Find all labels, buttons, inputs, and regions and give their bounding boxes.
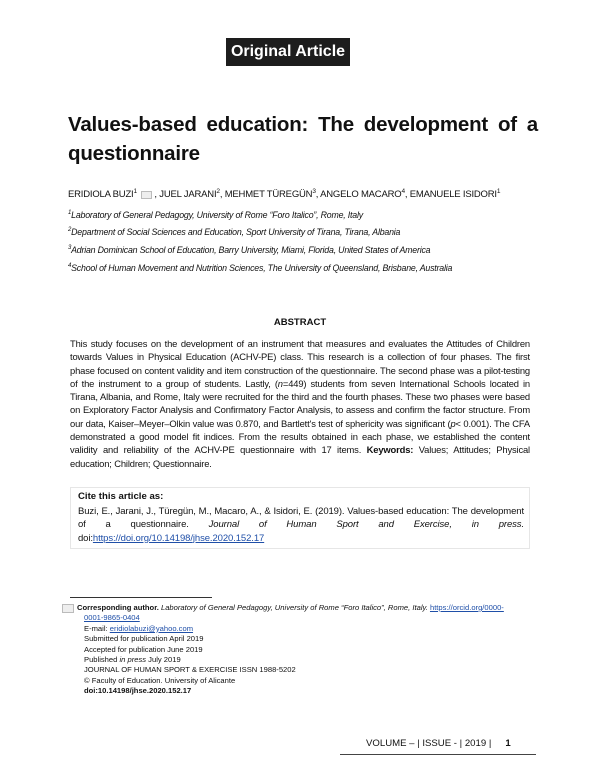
affiliation-marker: 1: [496, 188, 501, 195]
doi-link[interactable]: https://doi.org/10.14198/jhse.2020.152.17: [92, 532, 265, 544]
footnote-divider: [70, 597, 212, 598]
footer-divider: [340, 754, 536, 755]
orcid-link-cont[interactable]: 0001-9865-0404: [84, 613, 140, 623]
keywords: Values; Attitudes; Physical education; Children; Questionnaire.: [70, 444, 530, 469]
affiliation-line: $^4$School of Human Movement and Nutrition Sciences, The University of Queensland, Brisbane, Australia: [68, 263, 453, 273]
page-number: 1: [505, 738, 511, 749]
page-footer: [366, 738, 511, 749]
affiliation-line: $^2$Department of Social Sciences and Education, Sport University of Tirana, Tirana, Albania: [68, 227, 401, 237]
author-name: ERIDIOLA BUZI: [68, 189, 134, 201]
author-list: ERIDIOLA BUZI$^1$ , JUEL JARANI$^2$, MEHMET TÜREGÜN$^3$, ANGELO MACARO$^4$, EMANUELE ISIDORI$^1$: [68, 188, 501, 201]
affiliation-line: $^1$Laboratory of General Pedagogy, University of Rome “Foro Italico”, Rome, Italy: [68, 210, 363, 220]
author-name: EMANUELE ISIDORI: [409, 189, 497, 201]
citation-heading: Cite this article as:: [78, 491, 164, 502]
affiliation-marker: 2: [216, 188, 220, 195]
affiliation-line: $^3$Adrian Dominican School of Education, Barry University, Miami, Florida, United States of America: [68, 245, 431, 255]
affiliation-marker: 3: [312, 188, 316, 195]
volume-info: VOLUME – | ISSUE - | 2019 |: [366, 738, 492, 749]
keywords-label: Keywords:: [366, 444, 414, 456]
abstract-heading: ABSTRACT: [273, 317, 327, 328]
article-title: Values-based education: The development of a questionnaire: [68, 113, 538, 165]
affiliation-marker: 4: [401, 188, 405, 195]
email-link[interactable]: eridiolabuzi@yahoo.com: [109, 623, 194, 633]
footnote: Corresponding author. Laboratory of General Pedagogy, University of Rome “Foro Italico”, Rome, Italy. https://orcid.org/0000- 0001-9865-0404 E-mail: eridiolabuzi@yahoo.com Submitted for publication April 2019 Accepted for publication June 2019 Published in press July 2019 JOURNAL OF HUMAN SPORT & EXERCISE ISSN 1988-5202 © Faculty of Education. University of Alicante doi:10.14198/jhse.2020.152.17: [62, 603, 542, 697]
author-name: ANGELO MACARO: [320, 189, 402, 201]
citation-text: Buzi, E., Jarani, J., Türegün, M., Macaro, A., & Isidori, E. (2019). Values-based education: The development of a questionnaire. Journal of Human Sport and Exercise, in press. doi:https://doi.org/10.14198/jhse.2020.152.17: [78, 506, 524, 544]
article-type-badge: Original Article: [226, 38, 350, 66]
author-name: MEHMET TÜREGÜN: [224, 189, 313, 201]
orcid-link[interactable]: https://orcid.org/0000-: [429, 603, 504, 612]
email-icon[interactable]: [62, 604, 74, 613]
email-icon[interactable]: [141, 191, 152, 199]
affiliation-marker: 1: [133, 188, 137, 195]
author-name: JUEL JARANI: [159, 189, 217, 201]
abstract-text: This study focuses on the development of an instrument that measures and evaluates the Attitudes of Children towards Values in Physical Education (ACHV-PE) class. This research is a collection of four phases. The first phase focused on content validity and item construction of the questionnaire. The second phase was a pilot-testing of the instrument to a group of students. Lastly, (n=449) students from seven International Schools located in Tirana, Albania, and Rome, Italy were recruited for the third and the fourth phases. These two phases were based on Exploratory Factor Analysis and Confirmatory Factor Analysis, to assess and confirm the factor structure. From our data, Kaiser–Meyer–Olkin value was 0.870, and Bartlett's test of sphericity was significant (p< 0.001). The CFA demonstrated a good model fit indices. From the results obtained in each phase, we established the content validity and reliability of the ACHV-PE questionnaire with 17 items. Keywords: Values; Attitudes; Physical education; Children; Questionnaire.: [70, 338, 530, 469]
